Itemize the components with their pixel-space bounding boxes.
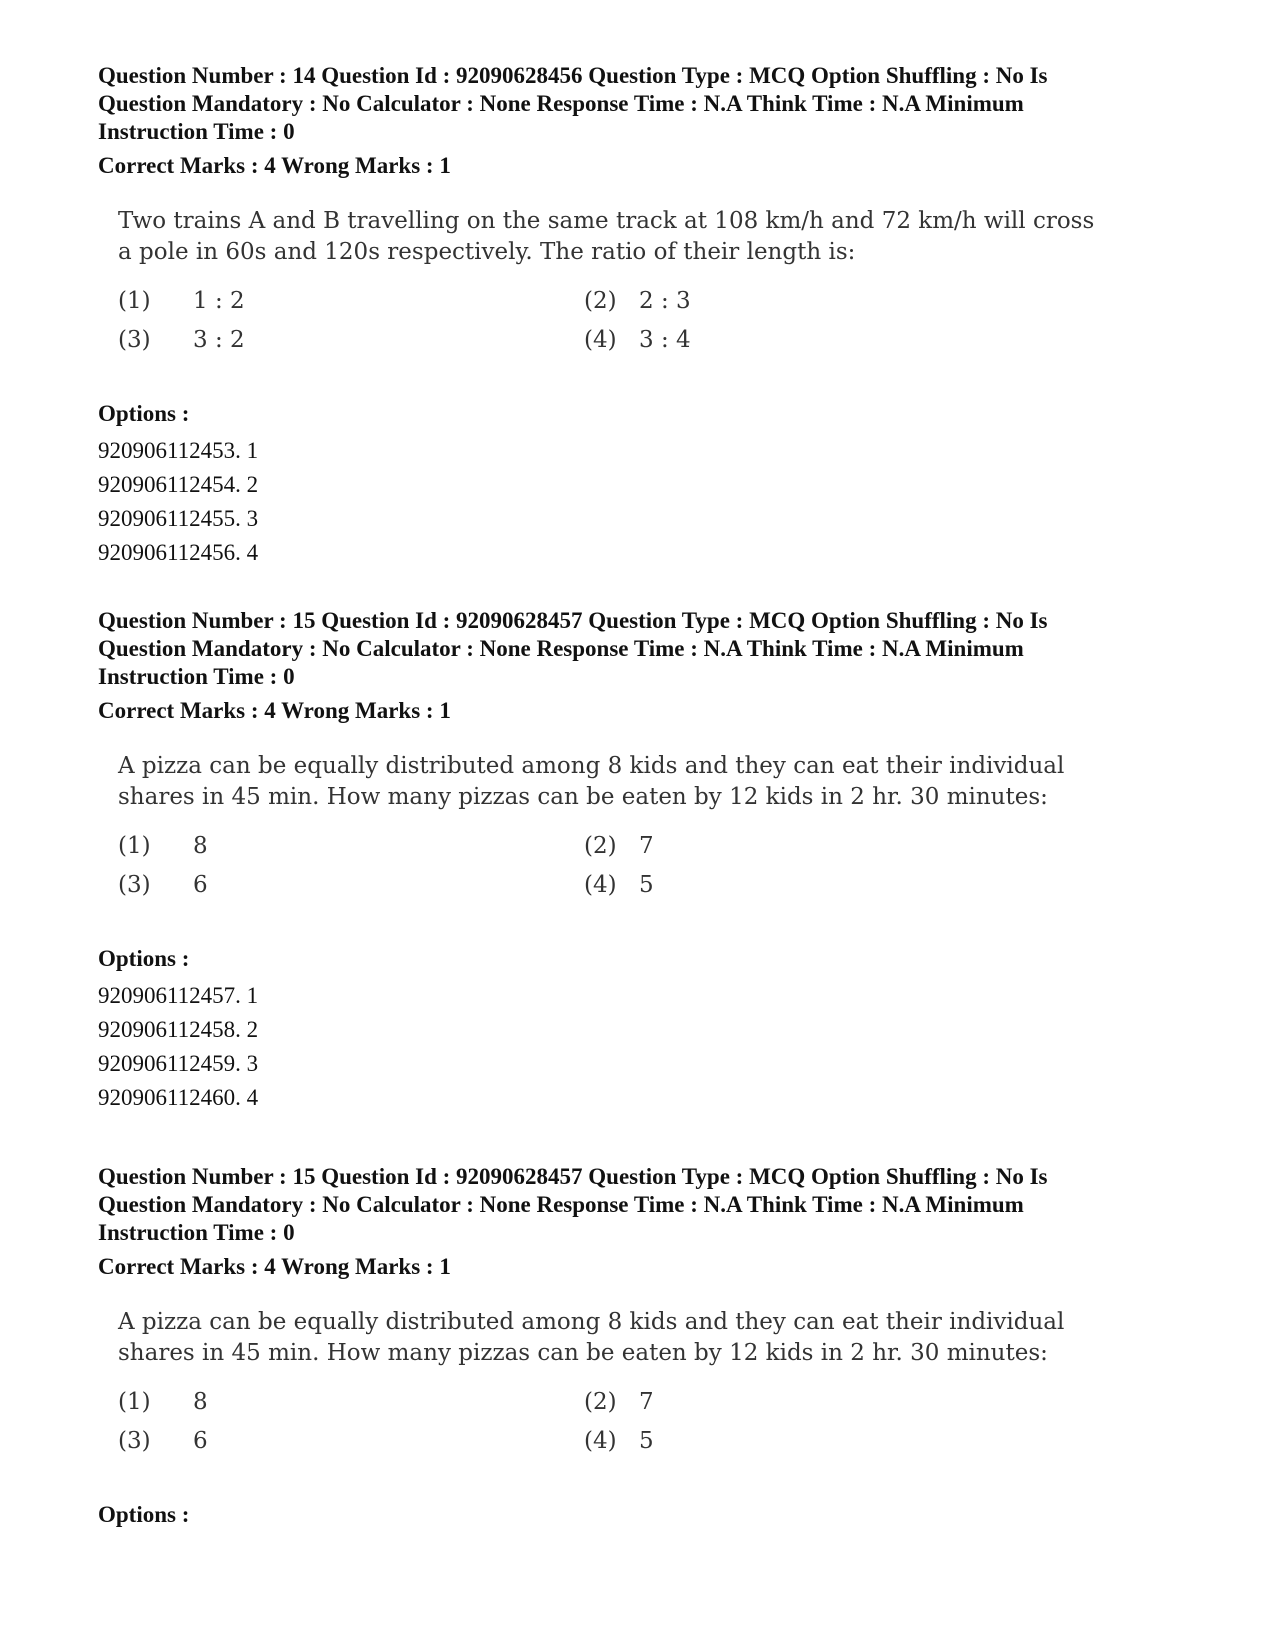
- question-text: A pizza can be equally distributed among 8 kids and they can eat their individual shares in 45 min. How many pizzas can be eaten by 12 kids in 2 hr. 30 minutes:: [118, 1309, 1065, 1366]
- question-content: [118, 751, 1118, 911]
- choice-number: (1): [118, 833, 151, 859]
- choice-value: 2 : 3: [639, 288, 691, 314]
- answer-choice: [118, 286, 245, 316]
- question-content: [118, 1307, 1118, 1467]
- choice-number: (4): [584, 327, 617, 353]
- question-marks: Correct Marks : 4 Wrong Marks : 1: [98, 153, 451, 178]
- answer-choice: [584, 831, 654, 861]
- answer-choice: [584, 1426, 654, 1456]
- question-text: Two trains A and B travelling on the same track at 108 km/h and 72 km/h will cross a pole in 60s and 120s respectively. The ratio of their length is:: [118, 208, 1095, 265]
- choice-value: 3 : 4: [639, 327, 691, 353]
- choice-number: (4): [584, 1428, 617, 1454]
- choice-number: (2): [584, 1389, 617, 1415]
- options-label: Options :: [98, 401, 190, 426]
- choice-number: (1): [118, 1389, 151, 1415]
- question-text: A pizza can be equally distributed among 8 kids and they can eat their individual shares in 45 min. How many pizzas can be eaten by 12 kids in 2 hr. 30 minutes:: [118, 753, 1065, 810]
- answer-choice: [584, 1387, 654, 1417]
- choice-value: 5: [639, 1428, 654, 1454]
- options-label: Options :: [98, 1502, 190, 1527]
- answer-choices: [118, 1387, 1118, 1467]
- answer-choice: [584, 325, 691, 355]
- answer-choice: [118, 1387, 208, 1417]
- choice-value: 6: [193, 872, 208, 898]
- choice-value: 3 : 2: [193, 327, 245, 353]
- question-marks: Correct Marks : 4 Wrong Marks : 1: [98, 698, 451, 723]
- choice-value: 6: [193, 1428, 208, 1454]
- choice-value: 7: [639, 833, 654, 859]
- answer-choice: [584, 870, 654, 900]
- answer-choice: [118, 325, 245, 355]
- choice-number: (1): [118, 288, 151, 314]
- option-item: 920906112460. 4: [98, 1085, 259, 1110]
- choice-number: (3): [118, 872, 151, 898]
- choice-value: 8: [193, 1389, 208, 1415]
- question-block: [98, 607, 1198, 1115]
- question-meta: Question Number : 15 Question Id : 92090628457 Question Type : MCQ Option Shuffling : No Is Question Mandatory : No Calculator : None Response Time : N.A Think Time : N.A Minimum Instruction Time : 0: [98, 1164, 1048, 1245]
- choice-number: (4): [584, 872, 617, 898]
- answer-choice: [118, 1426, 208, 1456]
- question-meta: Question Number : 14 Question Id : 92090628456 Question Type : MCQ Option Shuffling : No Is Question Mandatory : No Calculator : None Response Time : N.A Think Time : N.A Minimum Instruction Time : 0: [98, 63, 1048, 144]
- option-item: 920906112455. 3: [98, 506, 259, 531]
- answer-choice: [118, 831, 208, 861]
- option-item: 920906112454. 2: [98, 472, 259, 497]
- question-block: [98, 1163, 1198, 1529]
- option-item: 920906112453. 1: [98, 438, 259, 463]
- question-content: [118, 206, 1118, 366]
- choice-value: 8: [193, 833, 208, 859]
- answer-choice: [584, 286, 691, 316]
- answer-choice: [118, 870, 208, 900]
- choice-number: (3): [118, 327, 151, 353]
- options-label: Options :: [98, 946, 190, 971]
- choice-value: 5: [639, 872, 654, 898]
- question-block: [98, 62, 1198, 570]
- option-item: 920906112457. 1: [98, 983, 259, 1008]
- question-meta: Question Number : 15 Question Id : 92090628457 Question Type : MCQ Option Shuffling : No Is Question Mandatory : No Calculator : None Response Time : N.A Think Time : N.A Minimum Instruction Time : 0: [98, 608, 1048, 689]
- choice-number: (2): [584, 288, 617, 314]
- choice-number: (3): [118, 1428, 151, 1454]
- option-item: 920906112459. 3: [98, 1051, 259, 1076]
- choice-number: (2): [584, 833, 617, 859]
- choice-value: 1 : 2: [193, 288, 245, 314]
- option-item: 920906112456. 4: [98, 540, 259, 565]
- question-marks: Correct Marks : 4 Wrong Marks : 1: [98, 1254, 451, 1279]
- choice-value: 7: [639, 1389, 654, 1415]
- answer-choices: [118, 286, 1118, 366]
- option-item: 920906112458. 2: [98, 1017, 259, 1042]
- answer-choices: [118, 831, 1118, 911]
